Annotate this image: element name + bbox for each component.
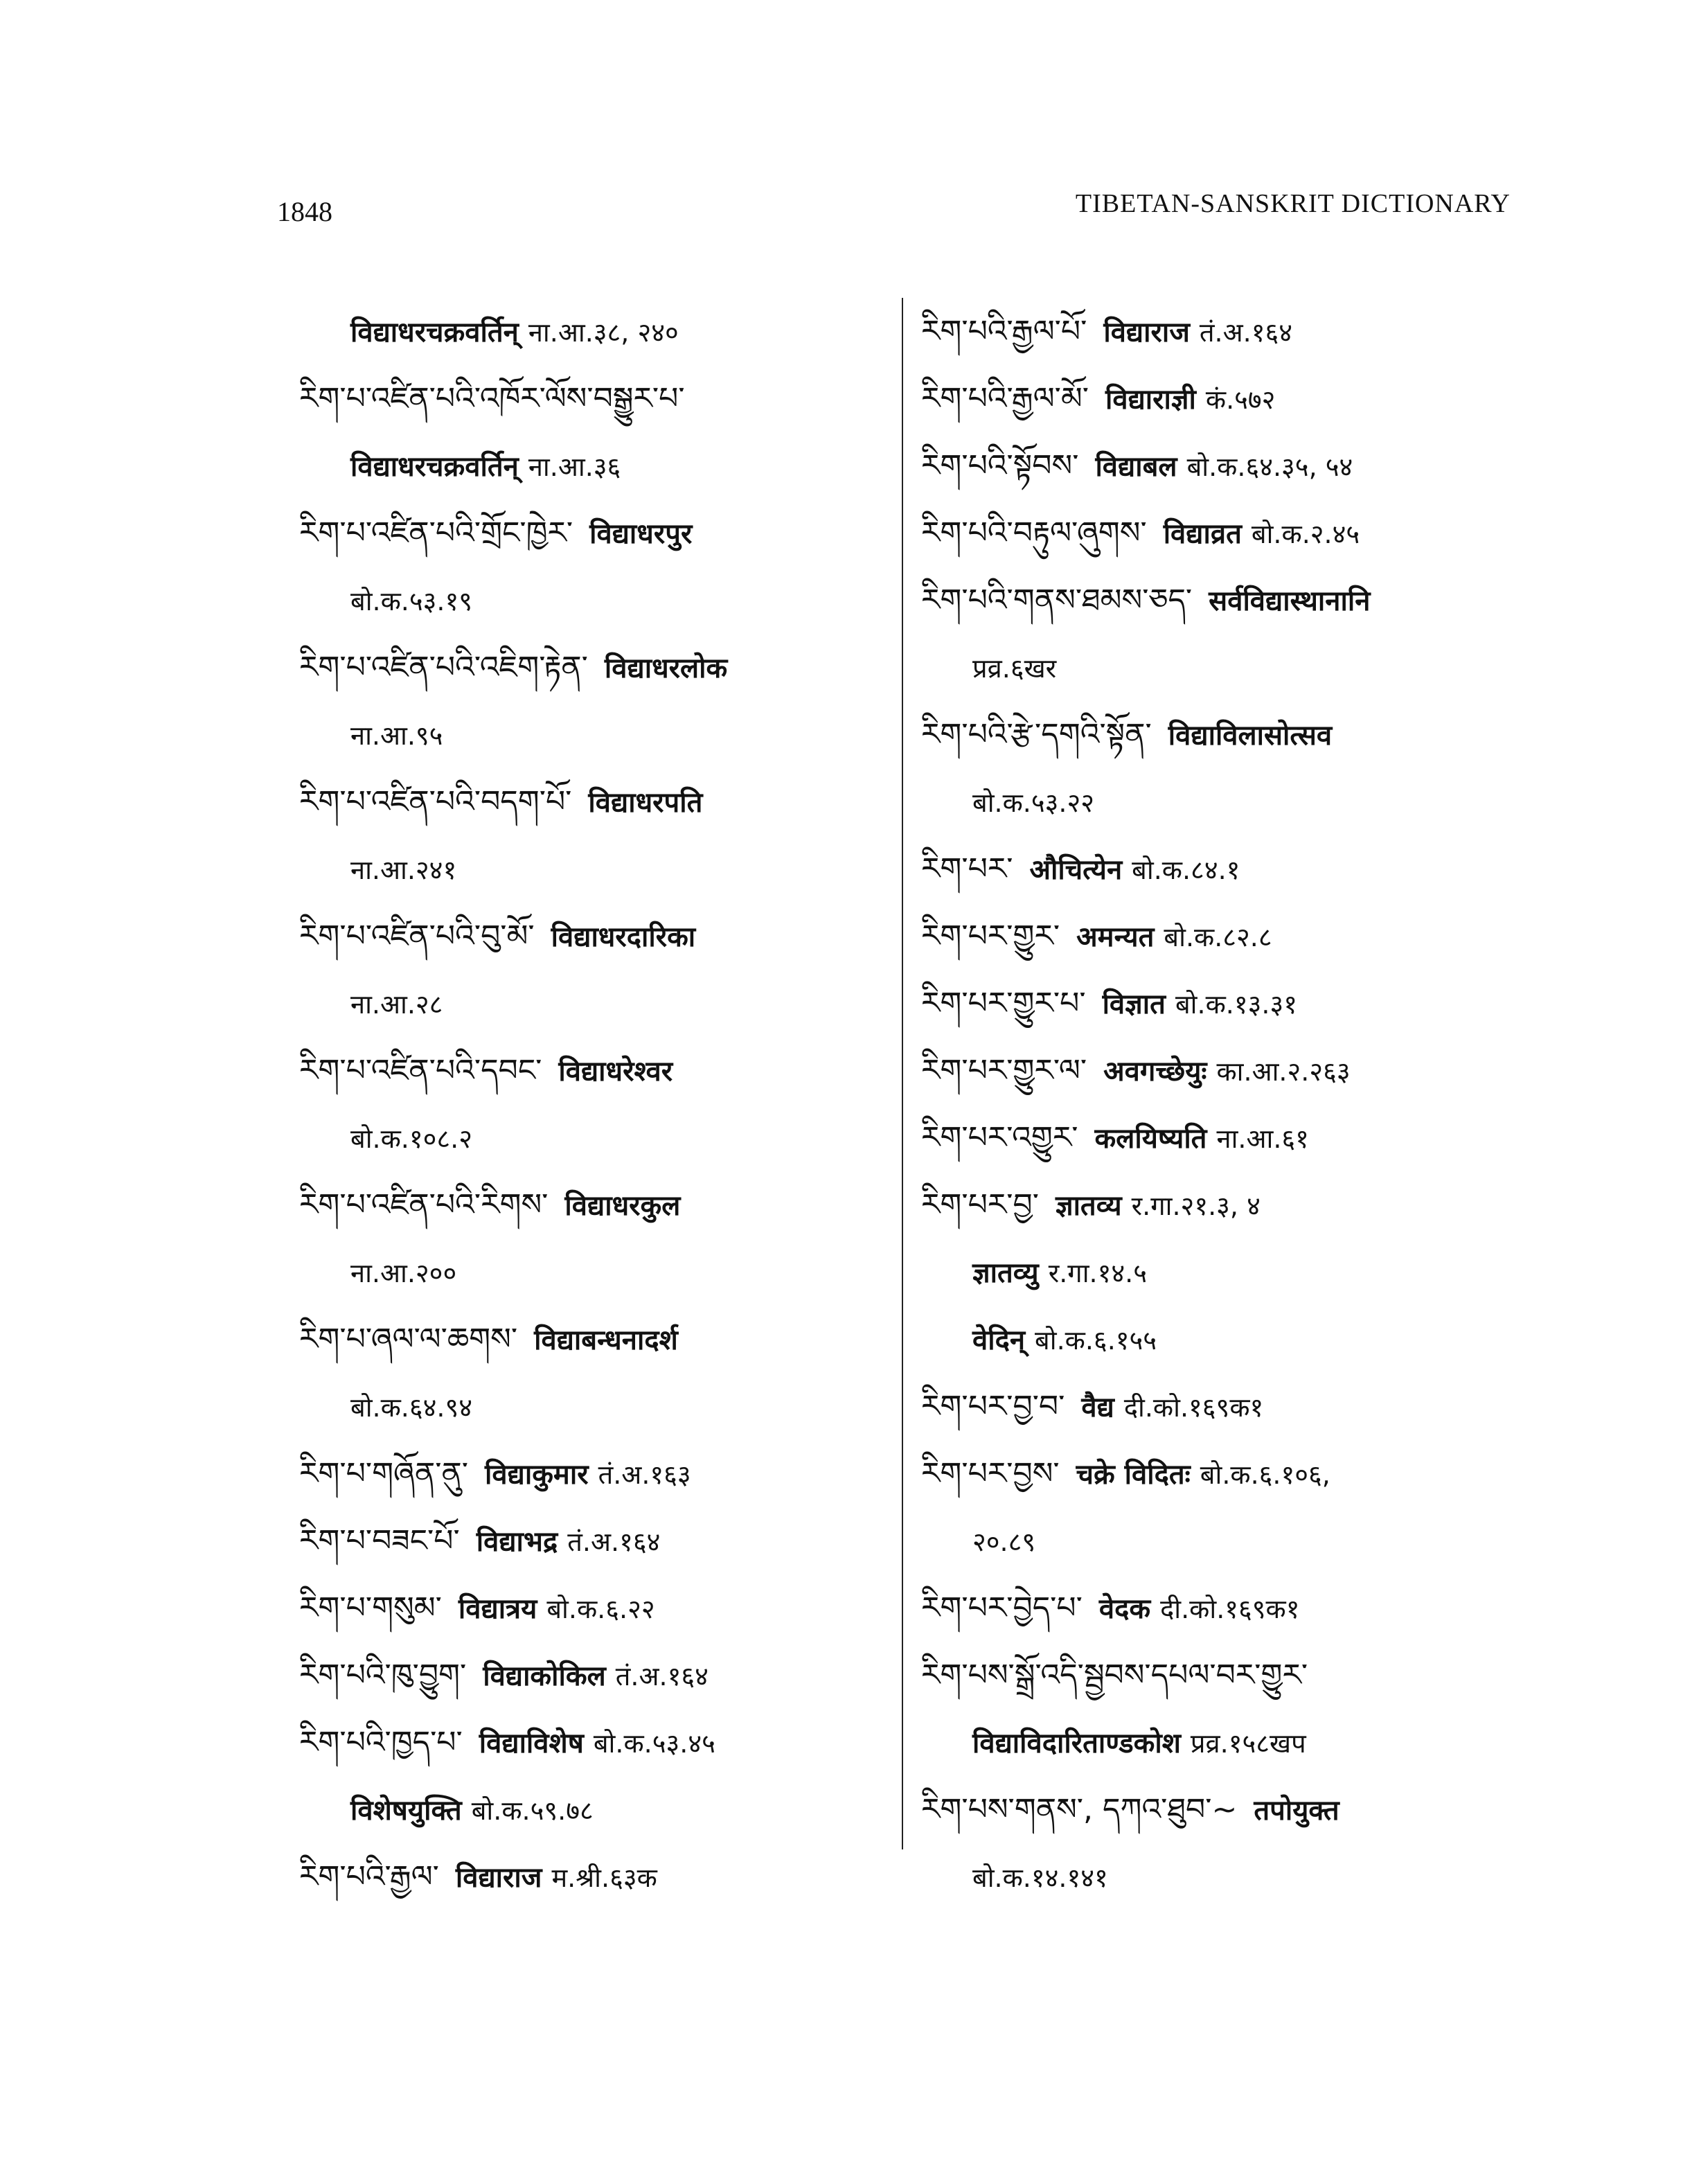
sanskrit-equivalent: ज्ञातव्यु	[972, 1257, 1039, 1289]
dictionary-entry	[921, 1843, 1517, 1910]
dictionary-entry	[299, 835, 881, 903]
sanskrit-equivalent: विद्याधरदारिका	[551, 921, 696, 953]
tibetan-headword: རིག་པའི་རྩེ་དགའི་སྟོན་	[921, 717, 1152, 752]
source-reference: बो.क.५३.२२	[972, 788, 1095, 818]
dictionary-entry	[299, 1440, 881, 1507]
source-reference: ना.आ.३८, २४०	[528, 317, 679, 348]
sanskrit-equivalent: वैद्य	[1081, 1392, 1114, 1423]
sanskrit-equivalent: विद्याधरचक्रवर्तिन्	[350, 317, 519, 348]
sanskrit-equivalent: सर्वविद्यास्थानानि	[1209, 585, 1371, 617]
sanskrit-equivalent: विशेषयुक्ति	[350, 1795, 462, 1827]
tibetan-headword: རིག་པའི་རྒྱལ་མོ་	[921, 381, 1089, 416]
dictionary-entry	[299, 1776, 881, 1843]
source-reference: तं.अ.१६३	[598, 1459, 691, 1490]
tibetan-headword: རིག་པར་	[921, 851, 1013, 887]
source-reference: तं.अ.१६४	[1199, 317, 1293, 348]
tibetan-headword: རིག་པར་བྱ་	[921, 1187, 1039, 1223]
source-reference: ना.आ.९५	[350, 720, 443, 751]
dictionary-entry	[921, 1239, 1517, 1306]
dictionary-entry	[299, 701, 881, 768]
tibetan-headword: རིག་པ་གཞོན་ནུ་	[299, 1456, 469, 1491]
dictionary-entry	[921, 1440, 1517, 1507]
source-reference: २०.८९	[972, 1527, 1036, 1557]
tibetan-headword: རིག་པས་གནས་, དཀའ་ཐུབ་~	[921, 1792, 1238, 1827]
tibetan-headword: རིག་པ་ཞལ་ལ་ཆགས་	[299, 1322, 518, 1357]
source-reference: प्रव्र.६खर	[972, 653, 1057, 684]
sanskrit-equivalent: विद्याबल	[1095, 451, 1177, 483]
sanskrit-equivalent: विद्याकुमार	[485, 1459, 589, 1491]
dictionary-entry	[921, 1171, 1517, 1239]
dictionary-entry	[299, 499, 881, 567]
tibetan-headword: རིག་པའི་གནས་ཐམས་ཅད་	[921, 583, 1193, 618]
sanskrit-equivalent: चक्रे विदितः	[1076, 1459, 1191, 1491]
source-reference: बो.क.२.४५	[1251, 519, 1360, 549]
sanskrit-equivalent: विद्याधरेश्वर	[558, 1056, 673, 1087]
sanskrit-equivalent: वेदिन्	[972, 1324, 1026, 1356]
tibetan-headword: རིག་པའི་ཁུ་བྱུག་	[299, 1658, 467, 1693]
source-reference: बो.क.६.२२	[546, 1594, 655, 1624]
dictionary-entry	[299, 1171, 881, 1239]
sanskrit-equivalent: कलयिष्यति	[1094, 1123, 1207, 1155]
tibetan-headword: རིག་པར་བྱས་	[921, 1456, 1060, 1491]
sanskrit-equivalent: अमन्यत	[1076, 921, 1155, 953]
dictionary-entry	[921, 567, 1517, 634]
sanskrit-equivalent: विद्याभद्र	[476, 1526, 558, 1558]
sanskrit-equivalent: विद्याविशेष	[479, 1728, 584, 1759]
right-column	[921, 298, 1517, 1910]
dictionary-entry	[921, 768, 1517, 835]
dictionary-entry	[299, 1574, 881, 1642]
left-column	[299, 298, 881, 1910]
tibetan-headword: རིག་པ་འཛིན་པའི་འཇིག་རྟེན་	[299, 650, 588, 685]
dictionary-entry	[299, 298, 881, 365]
dictionary-entry	[299, 567, 881, 634]
tibetan-headword: རིག་པ་འཛིན་པའི་རིགས་	[299, 1187, 549, 1223]
dictionary-entry	[921, 1306, 1517, 1373]
source-reference: बो.क.६.१५५	[1035, 1325, 1157, 1356]
tibetan-headword: རིག་པའི་རྒྱལ་པོ་	[921, 314, 1087, 349]
page-number: 1848	[277, 196, 332, 227]
dictionary-entry	[299, 1642, 881, 1709]
source-reference: बो.क.८४.१	[1132, 855, 1240, 885]
source-reference: र.गा.२१.३, ४	[1131, 1191, 1261, 1221]
dictionary-entry	[299, 1373, 881, 1440]
source-reference: ना.आ.२००	[350, 1258, 457, 1288]
dictionary-entry	[921, 365, 1517, 432]
dictionary-entry	[921, 970, 1517, 1037]
dictionary-entry	[921, 634, 1517, 701]
column-divider	[902, 298, 903, 1849]
source-reference: बो.क.६४.९४	[350, 1392, 473, 1423]
dictionary-entry	[299, 1843, 881, 1910]
dictionary-entry	[299, 970, 881, 1037]
tibetan-headword: རིག་པར་གྱུར་	[921, 918, 1060, 954]
source-reference: बो.क.६.१०६,	[1200, 1459, 1330, 1490]
source-reference: र.गा.१४.५	[1048, 1258, 1147, 1288]
source-reference: बो.क.५३.४५	[593, 1728, 715, 1759]
dictionary-entry	[921, 835, 1517, 903]
sanskrit-equivalent: विद्याव्रत	[1163, 518, 1242, 550]
dictionary-entry	[299, 1104, 881, 1171]
tibetan-headword: རིག་པའི་རྒྱལ་	[299, 1859, 439, 1894]
sanskrit-equivalent: विद्याधरकुल	[564, 1190, 681, 1222]
source-reference: म.श्री.६३क	[551, 1863, 657, 1893]
tibetan-headword: རིག་པའི་སྟོབས་	[921, 448, 1079, 483]
dictionary-entry	[921, 1104, 1517, 1171]
sanskrit-equivalent: विद्यात्रय	[458, 1593, 537, 1625]
source-reference: दी.को.१६९क१	[1123, 1392, 1264, 1423]
dictionary-entry	[299, 768, 881, 835]
source-reference: बो.क.५३.१९	[350, 586, 473, 616]
dictionary-entry	[299, 1507, 881, 1574]
dictionary-entry	[921, 1642, 1517, 1709]
dictionary-entry	[299, 1239, 881, 1306]
source-reference: ना.आ.३६	[528, 452, 621, 482]
source-reference: प्रव्र.१५८खप	[1190, 1728, 1306, 1759]
running-title: TIBETAN-SANSKRIT DICTIONARY	[1075, 189, 1511, 218]
source-reference: बो.क.८२.८	[1164, 922, 1272, 952]
dictionary-entry	[299, 432, 881, 499]
dictionary-entry	[299, 1037, 881, 1104]
source-reference: बो.क.६४.३५, ५४	[1186, 452, 1353, 482]
sanskrit-equivalent: विद्याधरपति	[588, 787, 703, 819]
tibetan-headword: རིག་པར་བྱེད་པ་	[921, 1590, 1083, 1626]
dictionary-entry	[921, 432, 1517, 499]
tibetan-headword: རིག་པ་འཛིན་པའི་གྲོང་ཁྱེར་	[299, 515, 573, 551]
sanskrit-equivalent: विद्याधरपुर	[589, 518, 693, 550]
dictionary-entry	[299, 1709, 881, 1776]
dictionary-entry	[921, 701, 1517, 768]
source-reference: दी.को.१६९क१	[1160, 1594, 1300, 1624]
dictionary-entry	[921, 1776, 1517, 1843]
dictionary-entry	[921, 499, 1517, 567]
sanskrit-equivalent: वेदक	[1098, 1593, 1151, 1625]
source-reference: बो.क.५९.७८	[471, 1795, 594, 1826]
tibetan-headword: རིག་པ་འཛིན་པའི་བུ་མོ་	[299, 918, 535, 954]
sanskrit-equivalent: तपोयुक्त	[1254, 1795, 1339, 1827]
tibetan-headword: རིག་པར་གྱུར་ལ་	[921, 1053, 1087, 1088]
dictionary-entry	[921, 1709, 1517, 1776]
tibetan-headword: རིག་པ་འཛིན་པའི་བདག་པོ་	[299, 784, 572, 819]
sanskrit-equivalent: विद्याविदारिताण्डकोश	[972, 1728, 1181, 1759]
dictionary-entry	[299, 903, 881, 970]
source-reference: तं.अ.१६४	[567, 1527, 661, 1557]
source-reference: बो.क.१०८.२	[350, 1124, 473, 1154]
tibetan-headword: རིག་པར་གྱུར་པ་	[921, 986, 1086, 1021]
tibetan-headword: རིག་པ་གསུམ་	[299, 1590, 442, 1626]
source-reference: बो.क.१३.३१	[1175, 989, 1297, 1020]
tibetan-headword: རིག་པ་བཟང་པོ་	[299, 1523, 460, 1559]
source-reference: ना.आ.६१	[1216, 1124, 1309, 1154]
sanskrit-equivalent: विद्याबन्धनादर्श	[534, 1324, 678, 1356]
dictionary-entry	[921, 1373, 1517, 1440]
dictionary-entry	[299, 365, 881, 432]
source-reference: बो.क.१४.१४१	[972, 1863, 1108, 1893]
dictionary-entry	[921, 1037, 1517, 1104]
sanskrit-equivalent: विद्याविलासोत्सव	[1168, 720, 1333, 752]
tibetan-headword: རིག་པས་སྒྲོ་འདི་སྦྱབས་དཔལ་བར་གྱུར་	[921, 1658, 1308, 1693]
source-reference: कं.५७२	[1205, 384, 1276, 415]
dictionary-entry	[299, 634, 881, 701]
source-reference: तं.अ.१६४	[615, 1661, 709, 1692]
dictionary-entry	[299, 1306, 881, 1373]
source-reference: ना.आ.२८	[350, 989, 443, 1020]
sanskrit-equivalent: औचित्येन	[1029, 854, 1123, 886]
dictionary-entry	[921, 1507, 1517, 1574]
sanskrit-equivalent: विज्ञात	[1102, 988, 1166, 1020]
tibetan-headword: རིག་པ་འཛིན་པའི་འཁོར་ལོས་བསྒྱུར་པ་	[299, 381, 685, 416]
sanskrit-equivalent: विद्याधरचक्रवर्तिन्	[350, 451, 519, 483]
tibetan-headword: རིག་པར་བྱ་བ་	[921, 1389, 1065, 1424]
tibetan-headword: རིག་པར་འགྱུར་	[921, 1120, 1078, 1155]
sanskrit-equivalent: अवगच्छेयुः	[1103, 1056, 1207, 1087]
tibetan-headword: རིག་པའི་ཁྱད་པ་	[299, 1725, 463, 1760]
sanskrit-equivalent: विद्याधरलोक	[604, 652, 728, 684]
source-reference: का.आ.२.२६३	[1216, 1056, 1351, 1087]
sanskrit-equivalent: विद्याराज	[1103, 317, 1190, 348]
sanskrit-equivalent: विद्याकोकिल	[483, 1660, 606, 1692]
tibetan-headword: རིག་པའི་བརྟུལ་ཞུགས་	[921, 515, 1147, 551]
source-reference: ना.आ.२४१	[350, 855, 457, 885]
tibetan-headword: རིག་པ་འཛིན་པའི་དབང་	[299, 1053, 542, 1088]
sanskrit-equivalent: ज्ञातव्य	[1055, 1190, 1122, 1222]
dictionary-entry	[921, 903, 1517, 970]
dictionary-entry	[921, 298, 1517, 365]
dictionary-entry	[921, 1574, 1517, 1642]
sanskrit-equivalent: विद्याराज्ञी	[1105, 384, 1196, 416]
sanskrit-equivalent: विद्याराज	[455, 1862, 542, 1894]
